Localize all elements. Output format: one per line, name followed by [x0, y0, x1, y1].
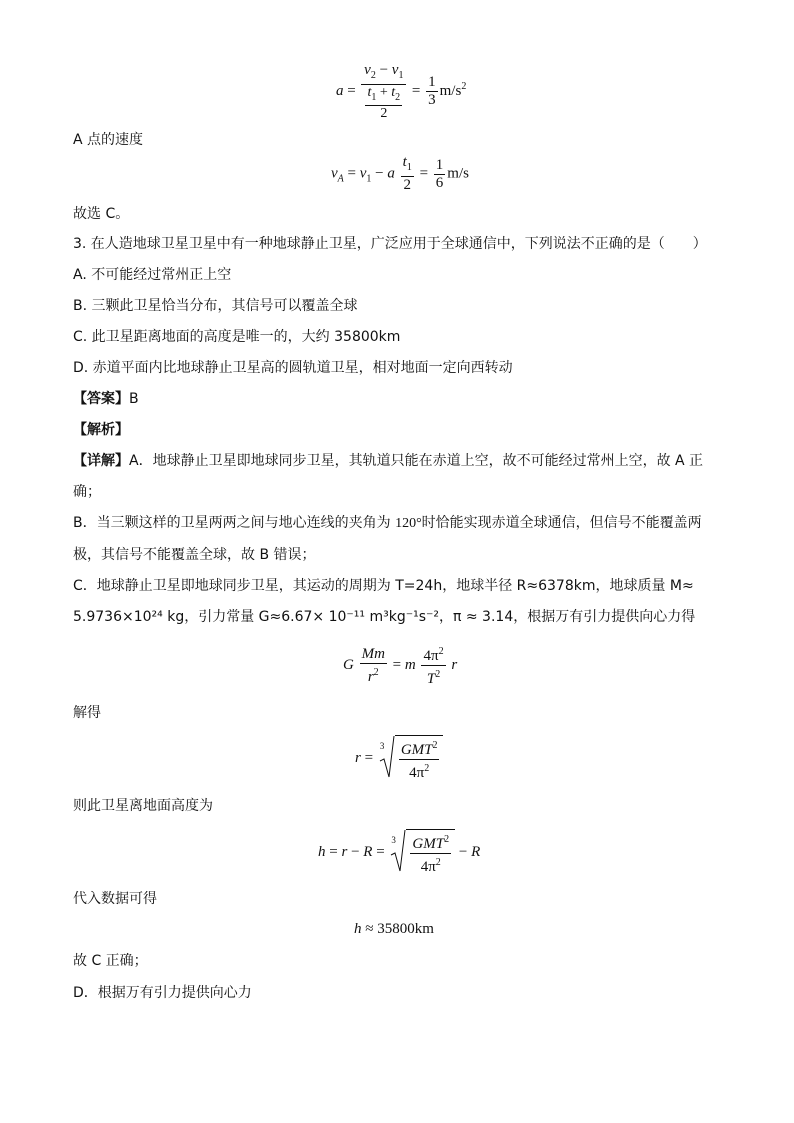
- detail-b-line-1: B．当三颗这样的卫星两两之间与地心连线的夹角为 120°时恰能实现赤道全球通信，但信号不能覆盖两: [73, 515, 702, 531]
- analysis-line: [73, 421, 129, 439]
- answer-line: [73, 390, 139, 408]
- detail-c-line-2: 5.9736×10²⁴ kg，引力常量 G≈6.67× 10⁻¹¹ m³kg⁻¹s⁻²，π ≈ 3.14，根据万有引力提供向心力得: [73, 609, 696, 625]
- angle-120: 120°: [395, 516, 422, 531]
- text-solve: 解得: [73, 705, 101, 721]
- equation-velocity-a: $v_A = v_1 - a$ $\frac{t_1}{2}$ = $\frac{1}{6}$ m/s: [331, 154, 469, 193]
- equation-height: h = r − R = 3 $\frac{GMT^2}{4\pi^2}$ − R: [318, 829, 480, 876]
- text-c-correct: 故 C 正确；: [73, 953, 148, 969]
- option-c: C. 此卫星距离地面的高度是唯一的，大约 35800km: [73, 329, 401, 345]
- text-height-label: 则此卫星离地面高度为: [73, 798, 213, 814]
- detail-a-line-1: 【详解】A．地球静止卫星即地球同步卫星，其轨道只能在赤道上空，故不可能经过常州上空，故 A 正: [73, 453, 704, 469]
- detail-c-line-1: C．地球静止卫星即地球同步卫星，其运动的周期为 T=24h，地球半径 R≈6378km，地球质量 M≈: [73, 578, 694, 594]
- equation-height-value: h ≈ 35800km: [354, 921, 434, 937]
- fraction-velocity-over-time: $\frac{v_2 - v_1}{\frac{t_1 + t_2}{2}}$: [361, 62, 406, 121]
- option-a: A. 不可能经过常州正上空: [73, 267, 232, 283]
- question-3: 3. 在人造地球卫星卫星中有一种地球静止卫星，广泛应用于全球通信中，下列说法不正确的是（ ）: [73, 236, 707, 252]
- radical-sign: [390, 829, 406, 873]
- detail-a-line-2: 确；: [73, 484, 101, 500]
- answer-value: B: [129, 391, 139, 407]
- equation-gravitation: G $\frac{Mm}{r^2}$ = m $\frac{4\pi^2}{T^2}$ r: [343, 643, 457, 688]
- text-choose-c: 故选 C。: [73, 206, 130, 222]
- option-b: B. 三颗此卫星恰当分布，其信号可以覆盖全球: [73, 298, 358, 314]
- radical-sign: [379, 735, 395, 779]
- detail-b-line-2: 极，其信号不能覆盖全球，故 B 错误；: [73, 547, 316, 563]
- cube-root-height: 3 $\frac{GMT^2}{4\pi^2}$: [388, 829, 455, 876]
- detail-tag: 【详解】: [73, 453, 129, 469]
- option-d: D. 赤道平面内比地球静止卫星高的圆轨道卫星，相对地面一定向西转动: [73, 360, 513, 376]
- answer-tag: 【答案】: [73, 391, 129, 407]
- text-substitute: 代入数据可得: [73, 891, 157, 907]
- cube-root: 3 $\frac{GMT^2}{4\pi^2}$: [377, 735, 444, 782]
- detail-d-line: D．根据万有引力提供向心力: [73, 985, 252, 1001]
- text-a-point-velocity: A 点的速度: [73, 132, 144, 148]
- equation-acceleration: a = $\frac{v_2 - v_1}{\frac{t_1 + t_2}{2}}$ = $\frac{1}{3}$ $m/s^2$: [336, 62, 467, 121]
- analysis-tag: 【解析】: [73, 422, 129, 438]
- equation-radius: r = 3 $\frac{GMT^2}{4\pi^2}$: [355, 735, 443, 782]
